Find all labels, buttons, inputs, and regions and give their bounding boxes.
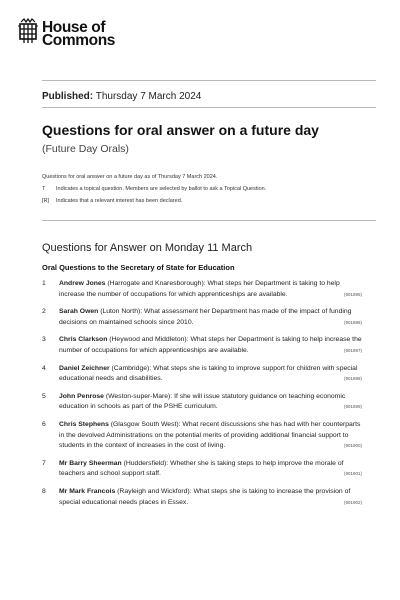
question-constituency: (Heywood and Middleton): xyxy=(109,336,189,344)
question-text: What steps she is taking to improve support for children with special educational needs and disabilities. xyxy=(59,364,358,383)
question-ref: (901899) xyxy=(343,404,362,410)
question-number: 8 xyxy=(42,487,46,495)
question-number: 2 xyxy=(42,308,46,316)
question-member: Chris Stephens xyxy=(59,420,109,428)
question-number: 6 xyxy=(42,420,46,428)
question-constituency: (Weston-super-Mare): xyxy=(105,392,173,400)
legend-key: [R] xyxy=(42,198,50,204)
question-item xyxy=(42,364,362,385)
divider-published xyxy=(42,107,376,108)
house-of-commons-logo xyxy=(18,18,115,47)
question-ref: (901895) xyxy=(343,291,362,297)
question-body xyxy=(59,335,362,356)
published-label: Published: xyxy=(42,91,94,102)
question-number: 5 xyxy=(42,392,46,400)
legend-text: Indicates that a relevant interest has been declared. xyxy=(56,198,183,204)
question-member: Chris Clarkson xyxy=(59,336,108,344)
question-text: What recent discussions she has had with her counterparts in the devolved Administrations on the potential merits of providing additional financial support to students in the context of increases in the cost of living. xyxy=(59,420,361,450)
question-ref: (901901) xyxy=(343,471,362,477)
question-item xyxy=(42,307,362,328)
question-item xyxy=(42,420,362,452)
logo-wordmark xyxy=(42,18,115,47)
question-text: If she will issue statutory guidance on teaching economic education in schools as part of the PSHE curriculum. xyxy=(59,392,346,411)
question-constituency: (Huddersfield): xyxy=(123,459,169,467)
intro-line: Questions for oral answer on a future day as of Thursday 7 March 2024. xyxy=(42,174,218,180)
question-text: Whether she is taking steps to help improve the morale of teachers and school support staff. xyxy=(59,459,344,478)
question-ref: (901897) xyxy=(343,347,362,353)
divider-intro xyxy=(42,220,376,221)
question-item xyxy=(42,335,362,356)
page-title: Questions for oral answer on a future day xyxy=(42,122,319,138)
question-number: 7 xyxy=(42,459,46,467)
logo-line-2: Commons xyxy=(42,32,115,49)
question-body xyxy=(59,459,362,480)
question-member: Mr Mark Francois xyxy=(59,487,116,495)
question-member: Mr Barry Sheerman xyxy=(59,459,122,467)
published-date: Thursday 7 March 2024 xyxy=(95,91,202,102)
question-ref: (901898) xyxy=(343,376,362,382)
question-number: 4 xyxy=(42,364,46,372)
question-list xyxy=(42,279,362,515)
question-member: Daniel Zeichner xyxy=(59,364,110,372)
question-body xyxy=(59,420,362,452)
question-member: Andrew Jones xyxy=(59,280,106,287)
question-text: What steps her Department is taking to help increase the number of occupations for which apprenticeships are available. xyxy=(59,336,362,354)
page-subtitle: (Future Day Orals) xyxy=(42,143,129,155)
question-constituency: (Harrogate and Knaresborough): xyxy=(107,280,206,287)
question-item xyxy=(42,279,362,300)
question-body xyxy=(59,487,362,508)
department-heading: Oral Questions to the Secretary of State for Education xyxy=(42,263,235,272)
section-heading: Questions for Answer on Monday 11 March xyxy=(42,242,253,254)
question-number: 3 xyxy=(42,336,46,344)
legend-key: T xyxy=(42,186,46,192)
legend-topical xyxy=(42,183,266,195)
question-body xyxy=(59,364,362,385)
question-item xyxy=(42,487,362,508)
question-ref: (901902) xyxy=(343,499,362,505)
question-body xyxy=(59,392,362,413)
question-body xyxy=(59,279,362,300)
legend-interest xyxy=(42,195,266,207)
question-constituency: (Rayleigh and Wickford): xyxy=(117,487,192,495)
question-ref: (901900) xyxy=(343,443,362,449)
question-text: What steps she is taking to increase the provision of special educational needs places in Essex. xyxy=(59,487,351,506)
question-item xyxy=(42,392,362,413)
divider-top xyxy=(42,80,376,81)
question-number: 1 xyxy=(42,280,46,287)
question-text: What assessment her Department has made of the impact of funding decisions on maintained schools since 2010. xyxy=(59,308,352,326)
legend-text: Indicates a topical question. Members are selected by ballot to ask a Topical Question. xyxy=(56,186,267,192)
question-ref: (901896) xyxy=(343,319,362,325)
intro-block xyxy=(42,171,266,207)
question-constituency: (Luton North): xyxy=(100,308,143,316)
question-member: John Penrose xyxy=(59,392,104,400)
published-line xyxy=(42,91,201,102)
question-body xyxy=(59,307,362,328)
question-constituency: (Cambridge): xyxy=(111,364,152,372)
question-constituency: (Glasgow South West): xyxy=(110,420,181,428)
portcullis-icon xyxy=(18,18,38,44)
question-text: What steps her Department is taking to help increase the number of occupations for which apprenticeships are available. xyxy=(59,280,340,298)
question-member: Sarah Owen xyxy=(59,308,99,316)
question-item xyxy=(42,459,362,480)
logo-line-1: House of xyxy=(42,19,106,36)
